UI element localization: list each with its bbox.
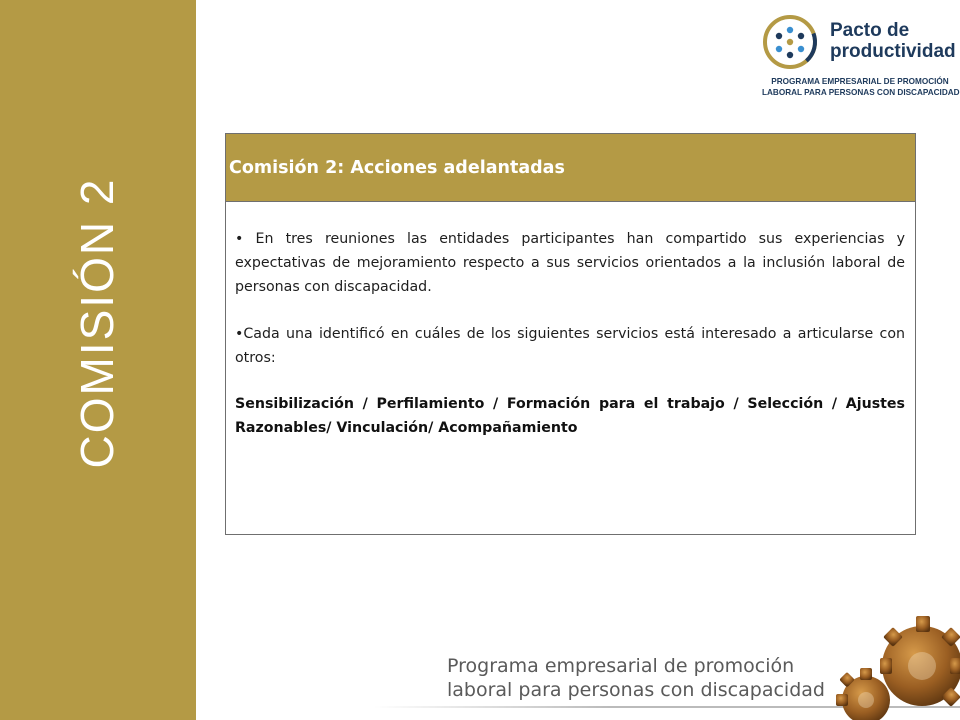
services-list: Sensibilización / Perfilamiento / Formación para el trabajo / Selección / Ajustes Razonables/ Vinculación/ Acompañamiento <box>235 396 905 436</box>
footer-tagline <box>447 654 825 702</box>
table-body <box>226 202 915 440</box>
logo-subtitle-line2: LABORAL PARA PERSONAS CON DISCAPACIDAD <box>762 88 960 97</box>
bullet-text-1: En tres reuniones las entidades participantes han compartido sus experiencias y expectativas de mejoramiento respecto a sus servicios orientados a la inclusión laboral de personas con discapacidad. <box>235 231 906 295</box>
bullet-icon: • <box>235 326 244 342</box>
logo-name-line1: Pacto de <box>830 20 910 41</box>
footer-line2: laboral para personas con discapacidad <box>447 679 825 701</box>
gears-icon <box>836 608 960 720</box>
bullet-icon: • <box>235 231 256 247</box>
side-title: COMISIÓN 2 <box>71 177 123 469</box>
bullet-text-2: Cada una identificó en cuáles de los siguientes servicios está interesado a articularse con otros: <box>235 326 905 366</box>
logo-name <box>830 20 956 62</box>
table-header-title: Comisión 2: Acciones adelantadas <box>229 157 565 178</box>
logo-subtitle <box>762 76 958 98</box>
people-circle-logo-icon <box>760 12 828 80</box>
actions-table <box>225 133 916 535</box>
logo <box>760 12 960 102</box>
table-header <box>226 134 915 202</box>
footer-line1: Programa empresarial de promoción <box>447 655 795 677</box>
logo-subtitle-line1: PROGRAMA EMPRESARIAL DE PROMOCIÓN <box>771 77 949 86</box>
bullet-item-2 <box>235 322 905 370</box>
logo-name-line2: productividad <box>830 41 956 62</box>
bullet-item-1 <box>235 227 905 299</box>
